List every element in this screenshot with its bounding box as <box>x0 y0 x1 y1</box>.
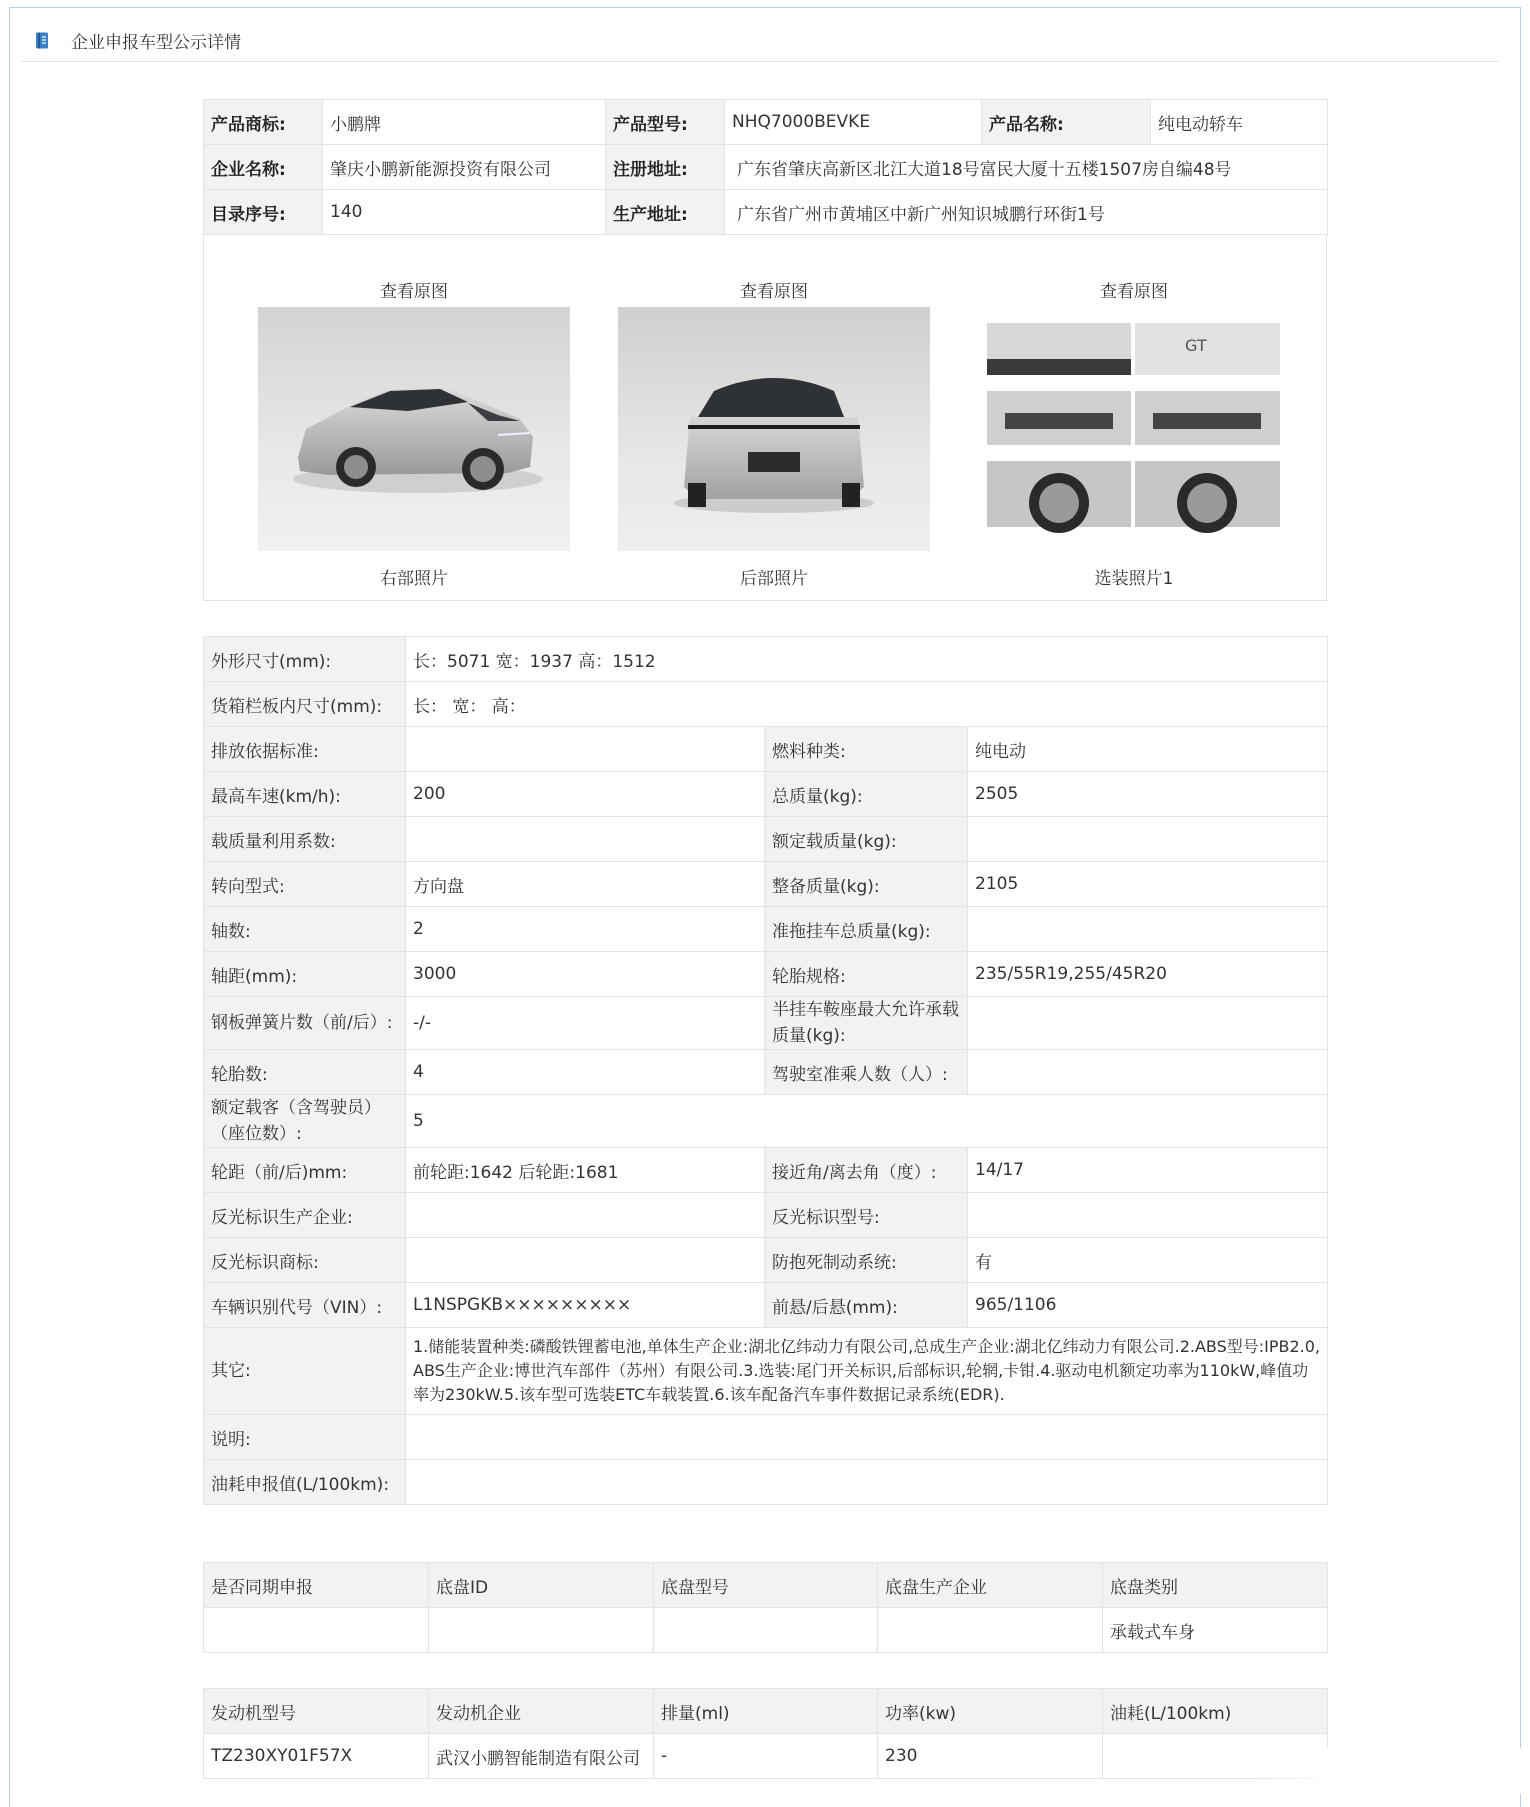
total-mass-label: 总质量(kg): <box>765 772 968 817</box>
chassis-table <box>203 1562 1328 1653</box>
cab-value <box>968 1050 1328 1095</box>
fuel-value: 纯电动 <box>968 727 1328 772</box>
refl-brand-value <box>406 1238 765 1283</box>
dims-value: 长：5071 宽：1937 高：1512 <box>406 637 1328 682</box>
photo-gallery <box>203 235 1327 601</box>
engine-table <box>203 1688 1328 1779</box>
cargo-value: 长： 宽： 高： <box>406 682 1328 727</box>
emission-label: 排放依据标准: <box>204 727 406 772</box>
track-label: 轮距（前/后)mm: <box>204 1148 406 1193</box>
chassis-header: 底盘类别 <box>1103 1563 1328 1608</box>
axles-value: 2 <box>406 907 765 952</box>
chassis-cell <box>204 1608 429 1653</box>
catalog-value: 140 <box>323 190 606 235</box>
note-value <box>406 1415 1328 1460</box>
rated-load-value <box>968 817 1328 862</box>
curb-label: 整备质量(kg): <box>765 862 968 907</box>
right-side-photo[interactable] <box>258 307 570 551</box>
other-value: 1.储能装置种类:磷酸铁锂蓄电池,单体生产企业:湖北亿纬动力有限公司,总成生产企业:湖北亿纬动力有限公司.2.ABS型号:IPB2.0,ABS生产企业:博世汽车部件（苏州）有限公司.3.选装:尾门开关标识,后部标识,轮辋,卡钳.4.驱动电机额定功率为110kW,峰值功率为230kW.5.该车型可选装ETC车载装置.6.该车配备汽车事件数据记录系统(EDR). <box>406 1328 1328 1415</box>
panel-header <box>21 22 1499 62</box>
chassis-cell <box>654 1608 878 1653</box>
trailer-value <box>968 907 1328 952</box>
engine-cell: 武汉小鹏智能制造有限公司 <box>429 1734 654 1779</box>
chassis-header: 底盘生产企业 <box>878 1563 1103 1608</box>
tires-value: 4 <box>406 1050 765 1095</box>
steer-value: 方向盘 <box>406 862 765 907</box>
util-label: 载质量利用系数: <box>204 817 406 862</box>
engine-header: 油耗(L/100km) <box>1103 1689 1328 1734</box>
photo-caption: 选装照片1 <box>1094 569 1174 589</box>
speed-value: 200 <box>406 772 765 817</box>
photo-caption: 右部照片 <box>380 569 448 589</box>
seats-label: 额定载客（含驾驶员）（座位数）: <box>204 1095 406 1148</box>
tire-spec-value: 235/55R19,255/45R20 <box>968 952 1328 997</box>
saddle-label: 半挂车鞍座最大允许承载质量(kg): <box>765 997 968 1050</box>
tire-spec-label: 轮胎规格: <box>765 952 968 997</box>
engine-cell: 230 <box>878 1734 1103 1779</box>
company-value: 肇庆小鹏新能源投资有限公司 <box>323 145 606 190</box>
catalog-label: 目录序号: <box>204 190 323 235</box>
cargo-label: 货箱栏板内尺寸(mm): <box>204 682 406 727</box>
tires-label: 轮胎数: <box>204 1050 406 1095</box>
axles-label: 轴数: <box>204 907 406 952</box>
chassis-header: 底盘ID <box>429 1563 654 1608</box>
svg-text:GT: GT <box>1185 336 1207 355</box>
basic-info-table <box>203 99 1328 235</box>
chassis-header: 底盘型号 <box>654 1563 878 1608</box>
util-value <box>406 817 765 862</box>
prod-addr-value: 广东省广州市黄埔区中新广州知识城鹏行环街1号 <box>725 190 1328 235</box>
watermark-fade <box>1250 1748 1530 1794</box>
emission-value <box>406 727 765 772</box>
refl-mfr-label: 反光标识生产企业: <box>204 1193 406 1238</box>
engine-header: 排量(ml) <box>654 1689 878 1734</box>
vin-value: L1NSPGKB××××××××× <box>406 1283 765 1328</box>
engine-cell: - <box>654 1734 878 1779</box>
overhang-label: 前悬/后悬(mm): <box>765 1283 968 1328</box>
view-original-link[interactable]: 查看原图 <box>740 282 808 302</box>
abs-label: 防抱死制动系统: <box>765 1238 968 1283</box>
spec-table <box>203 636 1328 1505</box>
reg-addr-label: 注册地址: <box>606 145 725 190</box>
cab-label: 驾驶室准乘人数（人）: <box>765 1050 968 1095</box>
engine-header: 功率(kw) <box>878 1689 1103 1734</box>
product-name-label: 产品名称: <box>982 100 1151 145</box>
refl-model-label: 反光标识型号: <box>765 1193 968 1238</box>
note-label: 说明: <box>204 1415 406 1460</box>
dims-label: 外形尺寸(mm): <box>204 637 406 682</box>
abs-value: 有 <box>968 1238 1328 1283</box>
consumption-value <box>406 1460 1328 1505</box>
brand-label: 产品商标: <box>204 100 323 145</box>
total-mass-value: 2505 <box>968 772 1328 817</box>
view-original-link[interactable]: 查看原图 <box>1100 282 1168 302</box>
saddle-value <box>968 997 1328 1050</box>
rear-photo[interactable] <box>618 307 930 551</box>
refl-mfr-value <box>406 1193 765 1238</box>
chassis-header: 是否同期申报 <box>204 1563 429 1608</box>
engine-header: 发动机企业 <box>429 1689 654 1734</box>
chassis-cell <box>429 1608 654 1653</box>
table-row <box>204 1734 1328 1779</box>
chassis-cell: 承载式车身 <box>1103 1608 1328 1653</box>
angle-label: 接近角/离去角（度）: <box>765 1148 968 1193</box>
gallery-item-optional <box>978 235 1290 601</box>
seats-value: 5 <box>406 1095 1328 1148</box>
model-value: NHQ7000BEVKE <box>725 100 982 145</box>
company-label: 企业名称: <box>204 145 323 190</box>
photo-caption: 后部照片 <box>740 569 808 589</box>
wheelbase-label: 轴距(mm): <box>204 952 406 997</box>
reg-addr-value: 广东省肇庆高新区北江大道18号富民大厦十五楼1507房自编48号 <box>725 145 1328 190</box>
refl-model-value <box>968 1193 1328 1238</box>
curb-value: 2105 <box>968 862 1328 907</box>
rated-load-label: 额定载质量(kg): <box>765 817 968 862</box>
consumption-label: 油耗申报值(L/100km): <box>204 1460 406 1505</box>
optional-photo-collage[interactable] <box>985 321 1282 539</box>
brand-value: 小鹏牌 <box>323 100 606 145</box>
wheelbase-value: 3000 <box>406 952 765 997</box>
engine-cell: TZ230XY01F57X <box>204 1734 429 1779</box>
overhang-value: 965/1106 <box>968 1283 1328 1328</box>
spring-label: 钢板弹簧片数（前/后）: <box>204 997 406 1050</box>
book-icon <box>35 32 49 49</box>
angle-value: 14/17 <box>968 1148 1328 1193</box>
vin-label: 车辆识别代号（VIN）: <box>204 1283 406 1328</box>
product-name-value: 纯电动轿车 <box>1151 100 1328 145</box>
track-value: 前轮距:1642 后轮距:1681 <box>406 1148 765 1193</box>
speed-label: 最高车速(km/h): <box>204 772 406 817</box>
engine-header: 发动机型号 <box>204 1689 429 1734</box>
spring-value: -/- <box>406 997 765 1050</box>
gallery-item-rear <box>618 235 930 601</box>
fuel-label: 燃料种类: <box>765 727 968 772</box>
view-original-link[interactable]: 查看原图 <box>380 282 448 302</box>
steer-label: 转向型式: <box>204 862 406 907</box>
refl-brand-label: 反光标识商标: <box>204 1238 406 1283</box>
prod-addr-label: 生产地址: <box>606 190 725 235</box>
chassis-cell <box>878 1608 1103 1653</box>
table-row <box>204 1608 1328 1653</box>
trailer-label: 准拖挂车总质量(kg): <box>765 907 968 952</box>
gallery-item-right <box>258 235 570 601</box>
model-label: 产品型号: <box>606 100 725 145</box>
page-title: 企业申报车型公示详情 <box>71 33 241 53</box>
other-label: 其它: <box>204 1328 406 1415</box>
